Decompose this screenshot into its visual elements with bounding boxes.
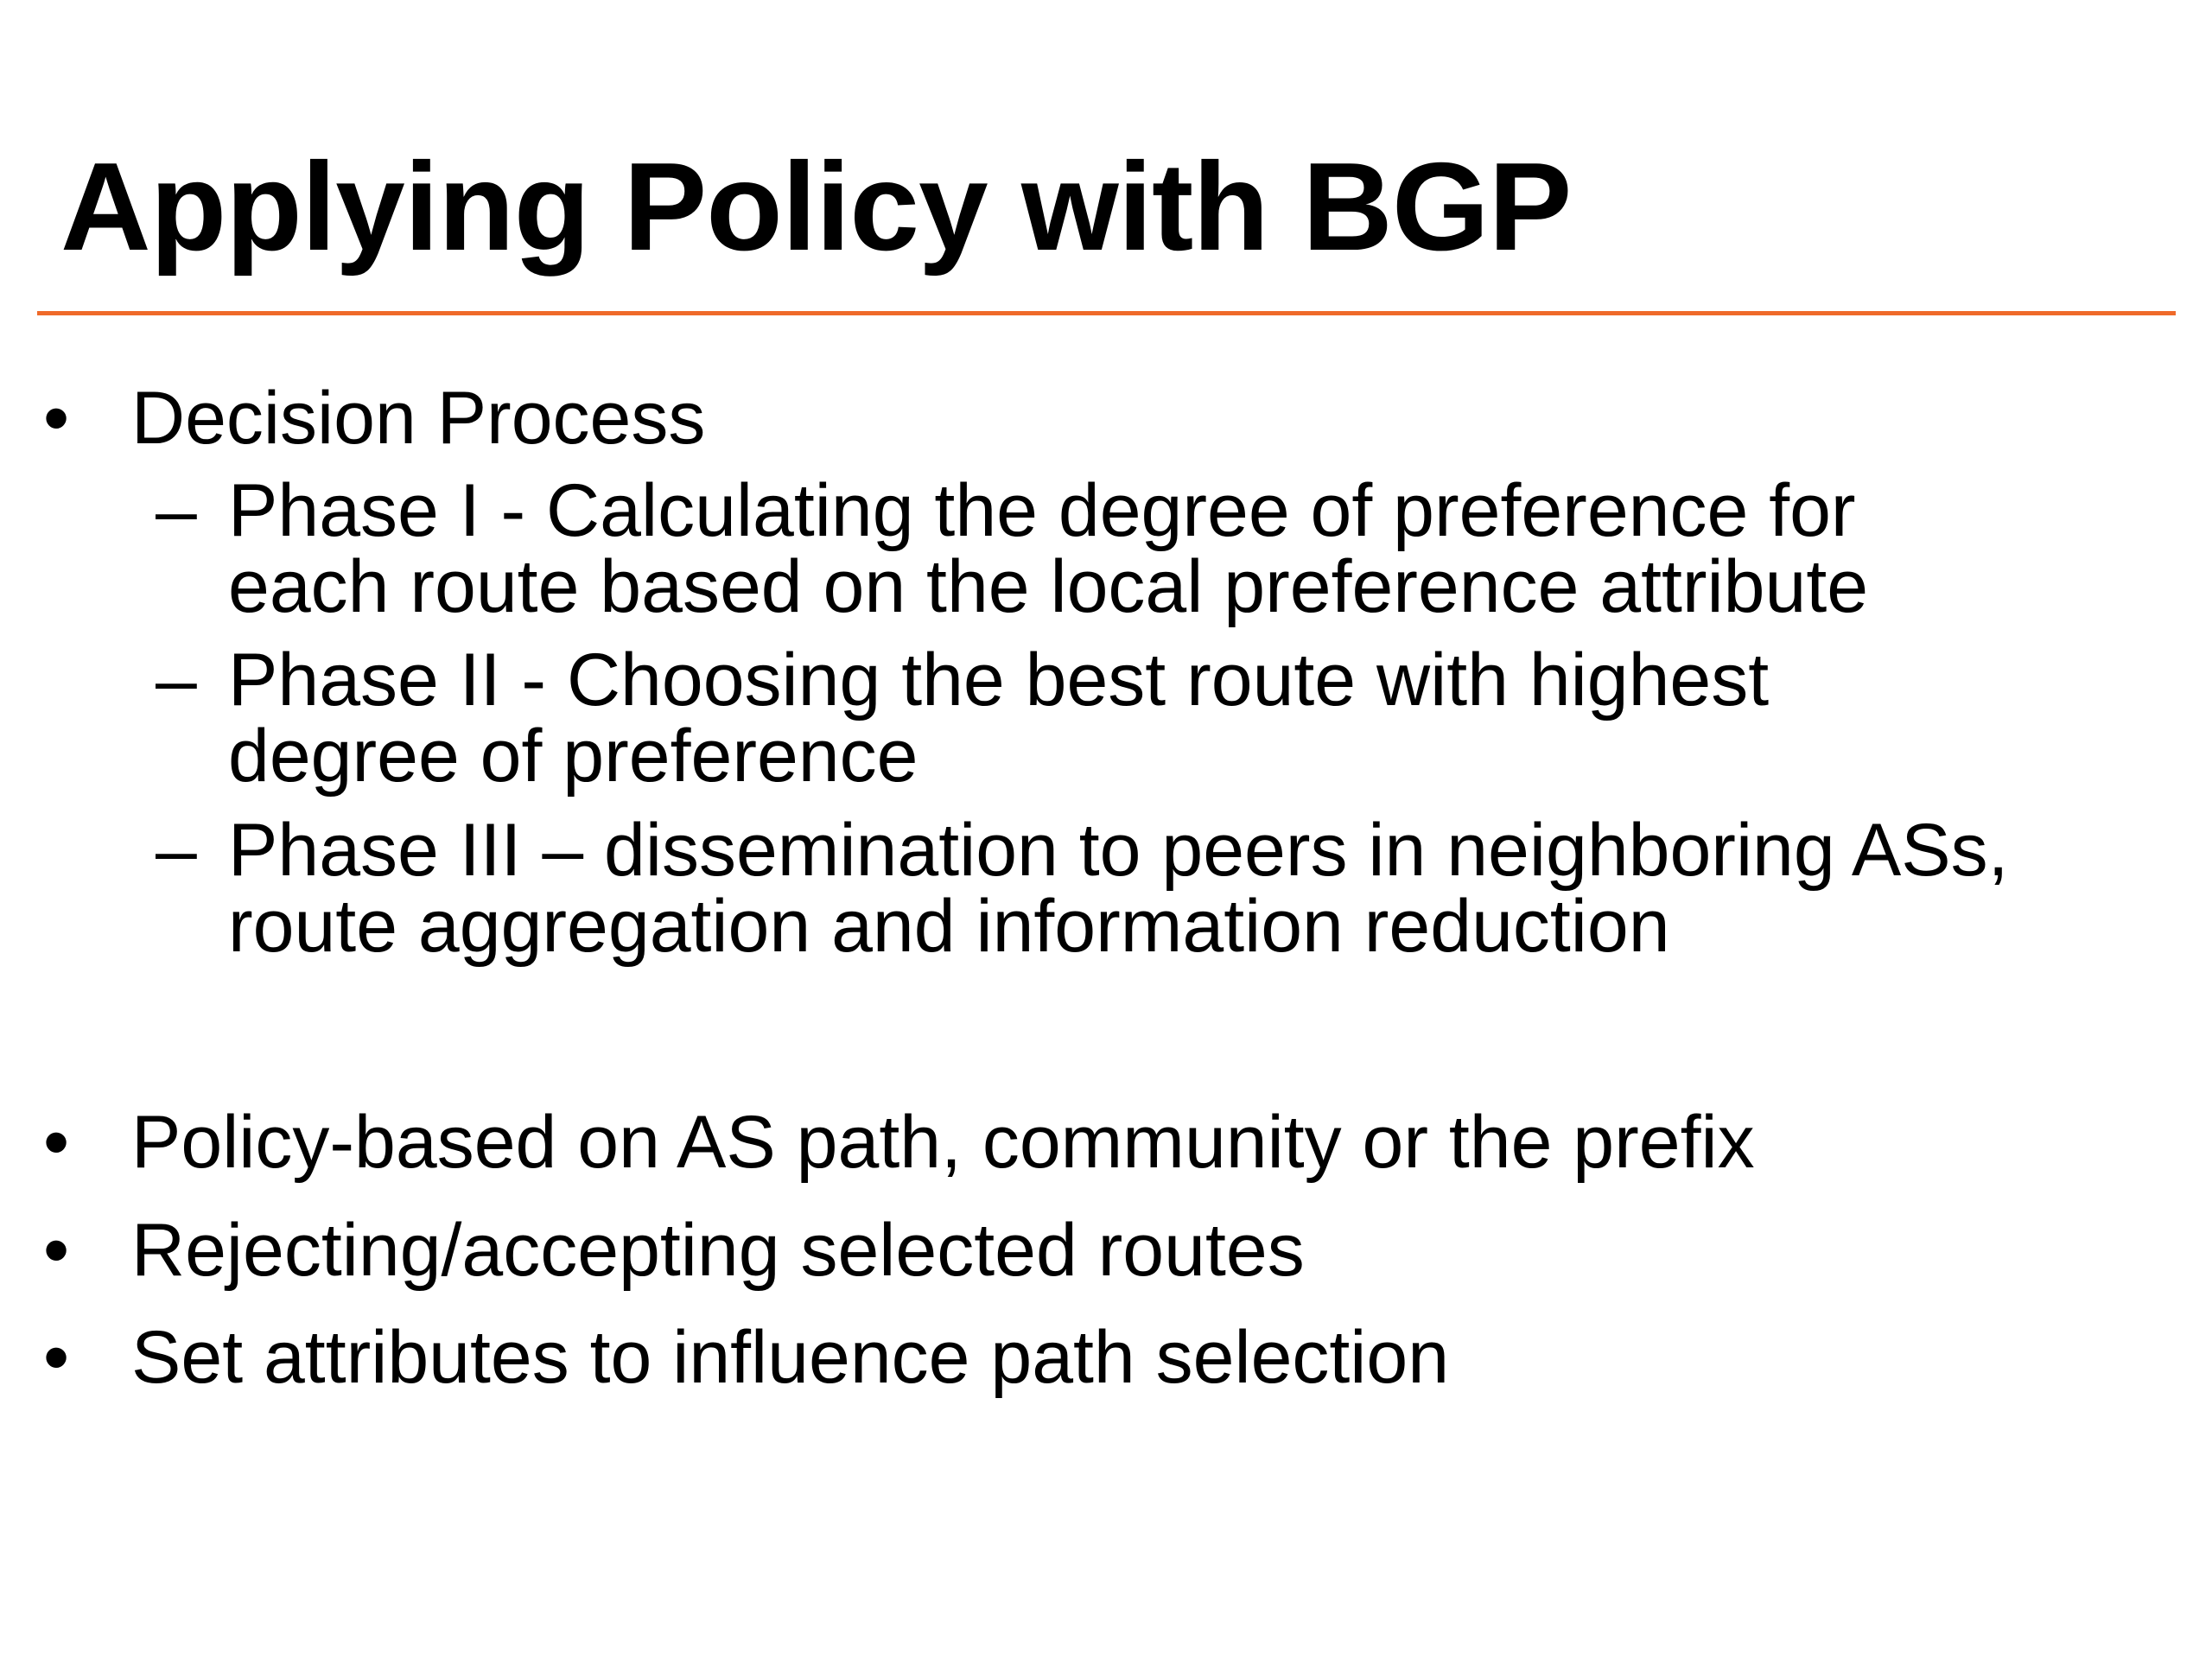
sub-bullet-marker: – (156, 469, 197, 552)
sub-bullet-text: Phase I - Calculating the degree of preference for each route based on the local preference attribute (228, 469, 1869, 628)
bullet-marker: • (43, 377, 70, 460)
bullet-text: Rejecting/accepting selected routes (131, 1209, 1305, 1292)
sub-bullet-text: Phase II - Choosing the best route with highest degree of preference (228, 639, 1770, 798)
bullet-text: Decision Process (131, 377, 706, 460)
title-divider (37, 311, 2176, 315)
sub-bullet-text: Phase III – dissemination to peers in neighboring ASs, route aggregation and information reduction (228, 809, 2009, 968)
bullet-marker: • (43, 1316, 70, 1399)
slide-title: Applying Policy with BGP (60, 137, 1572, 276)
bullet-text: Policy-based on AS path, community or the prefix (131, 1101, 1755, 1184)
bullet-marker: • (43, 1101, 70, 1184)
bullet-text: Set attributes to influence path selection (131, 1316, 1450, 1399)
sub-bullet-marker: – (156, 639, 197, 721)
bullet-marker: • (43, 1209, 70, 1292)
sub-bullet-marker: – (156, 809, 197, 892)
